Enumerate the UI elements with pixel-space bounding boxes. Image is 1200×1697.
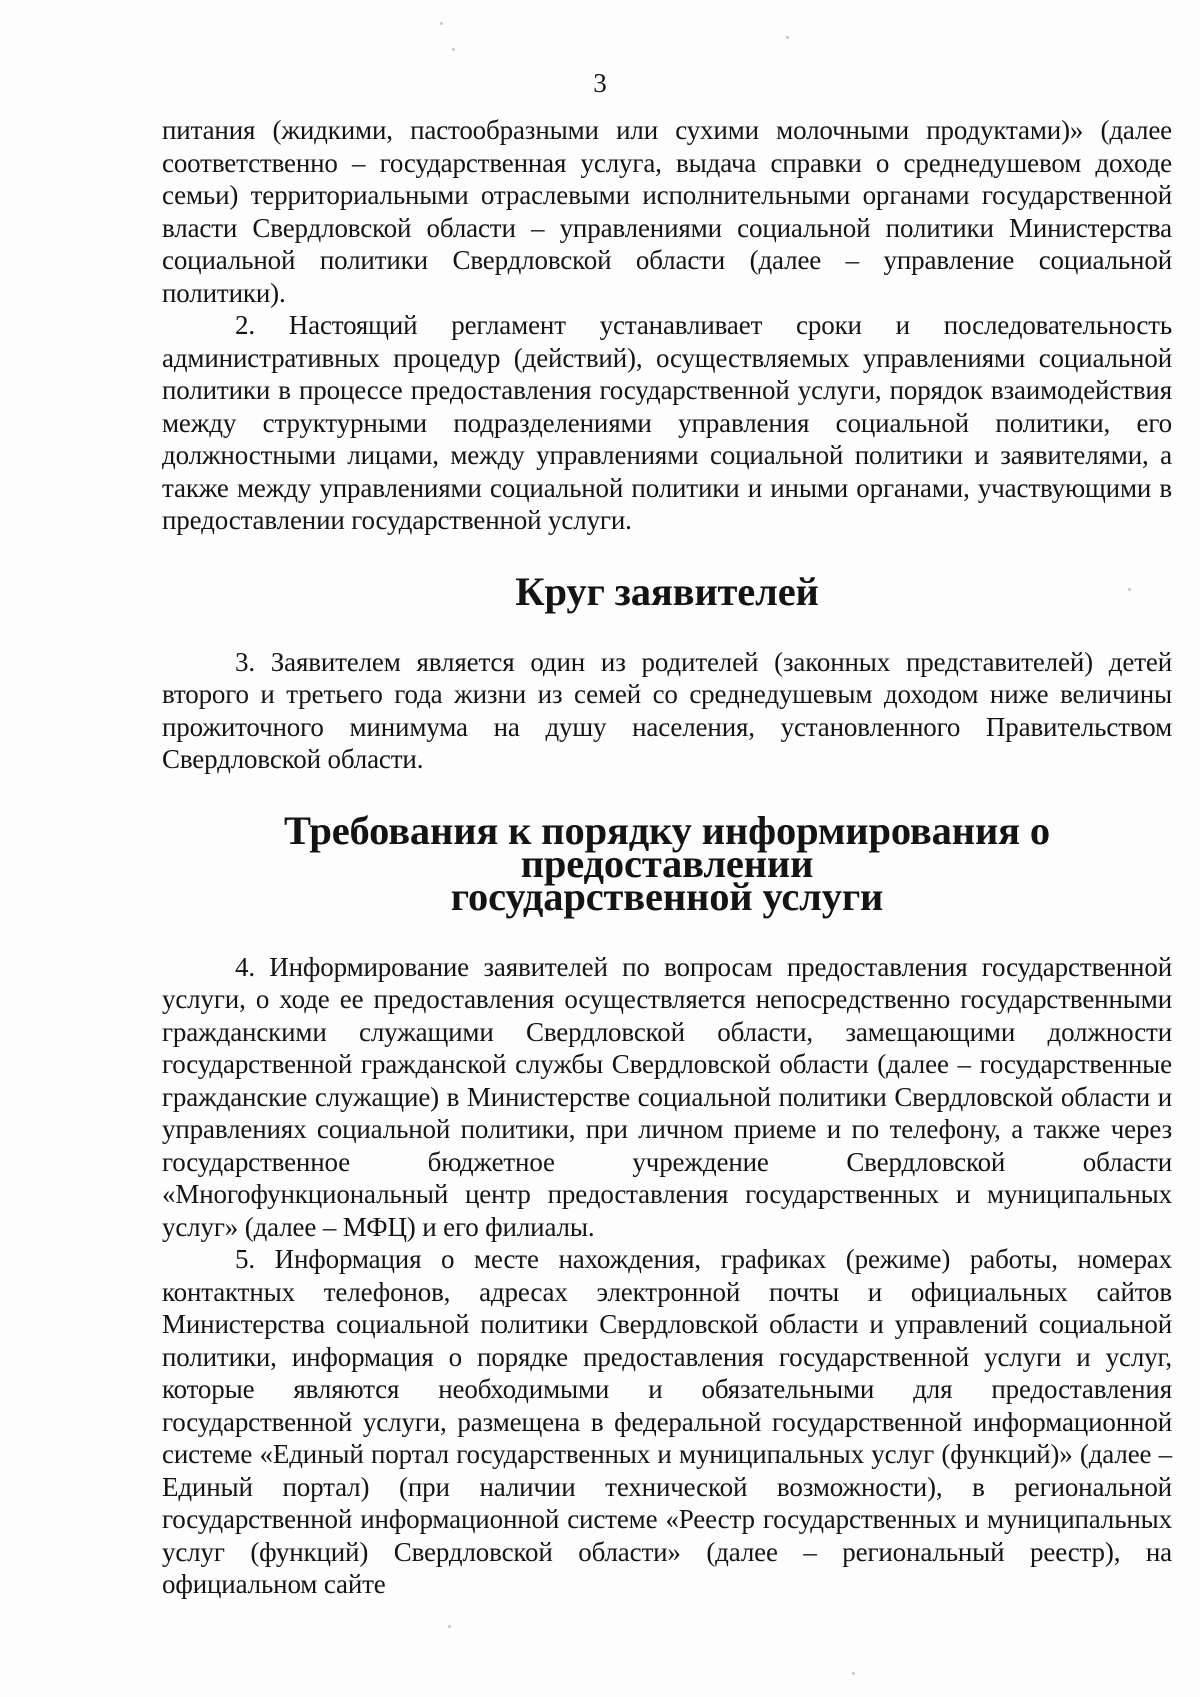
paragraph-continuation: питания (жидкими, пастообразными или сухими молочными продуктами)» (далее соответственно – государственная услуга, выдача справки о среднедушевом доходе семьи) территориальными отраслевыми исполнительными органами государственной власти Свердловской области – управлениями социальной политики Министерства социальной политики Свердловской области (далее – управление социальной политики). xyxy=(162,115,1172,308)
heading-line-1: Требования к порядку информирования о предоставлении xyxy=(284,807,1050,886)
paragraph-2: 2. Настоящий регламент устанавливает сроки и последовательность административных процедур (действий), осуществляемых управлениями социальной политики в процессе предоставления государственной услуги, порядок взаимодействия между структурными подразделениями управления социальной политики, его должностными лицами, между управлениями социальной политики и заявителями, а также между управлениями социальной политики и иными органами, участвующими в предоставлении государственной услуги. xyxy=(162,310,1172,535)
section-heading-information-requirements xyxy=(162,807,1172,919)
scan-speck xyxy=(440,22,443,25)
scan-speck xyxy=(786,36,789,39)
section-heading-applicants: Круг заявителей xyxy=(515,568,819,614)
page-number: 3 xyxy=(593,68,607,98)
heading-line-2: государственной услуги xyxy=(450,873,884,919)
scan-speck xyxy=(452,48,455,51)
paragraph-3: 3. Заявителем является один из родителей (законных представителей) детей второго и третьего года жизни из семей со среднедушевым доходом ниже величины прожиточного минимума на душу населения, установленного Правительством Свердловской области. xyxy=(162,646,1172,774)
paragraph-5: 5. Информация о месте нахождения, графиках (режиме) работы, номерах контактных телефонов, адресах электронной почты и официальных сайтов Министерства социальной политики Свердловской области и управлений социальной политики, информация о порядке предоставления государственной услуги и услуг, которые являются необходимыми и обязательными для предоставления государственной услуги, размещена в федеральной государственной информационной системе «Единый портал государственных и муниципальных услуг (функций)» (далее – Единый портал) (при наличии технической возможности), в региональной государственной информационной системе «Реестр государственных и муниципальных услуг (функций) Свердловской области» (далее – региональный реестр), на официальном сайте xyxy=(162,1244,1172,1599)
paragraph-4: 4. Информирование заявителей по вопросам предоставления государственной услуги, о ходе ее предоставления осуществляется непосредственно государственными гражданскими служащими Свердловской области, замещающими должности государственной гражданской службы Свердловской области (далее – государственные гражданские служащие) в Министерстве социальной политики Свердловской области и управлениях социальной политики, при личном приеме и по телефону, а также через государственное бюджетное учреждение Свердловской области «Многофункциональный центр предоставления государственных и муниципальных услуг» (далее – МФЦ) и его филиалы. xyxy=(162,951,1172,1242)
document-body xyxy=(162,114,1172,1601)
scan-speck xyxy=(1128,588,1131,591)
scan-speck xyxy=(852,1672,855,1675)
scan-speck xyxy=(448,1625,451,1628)
